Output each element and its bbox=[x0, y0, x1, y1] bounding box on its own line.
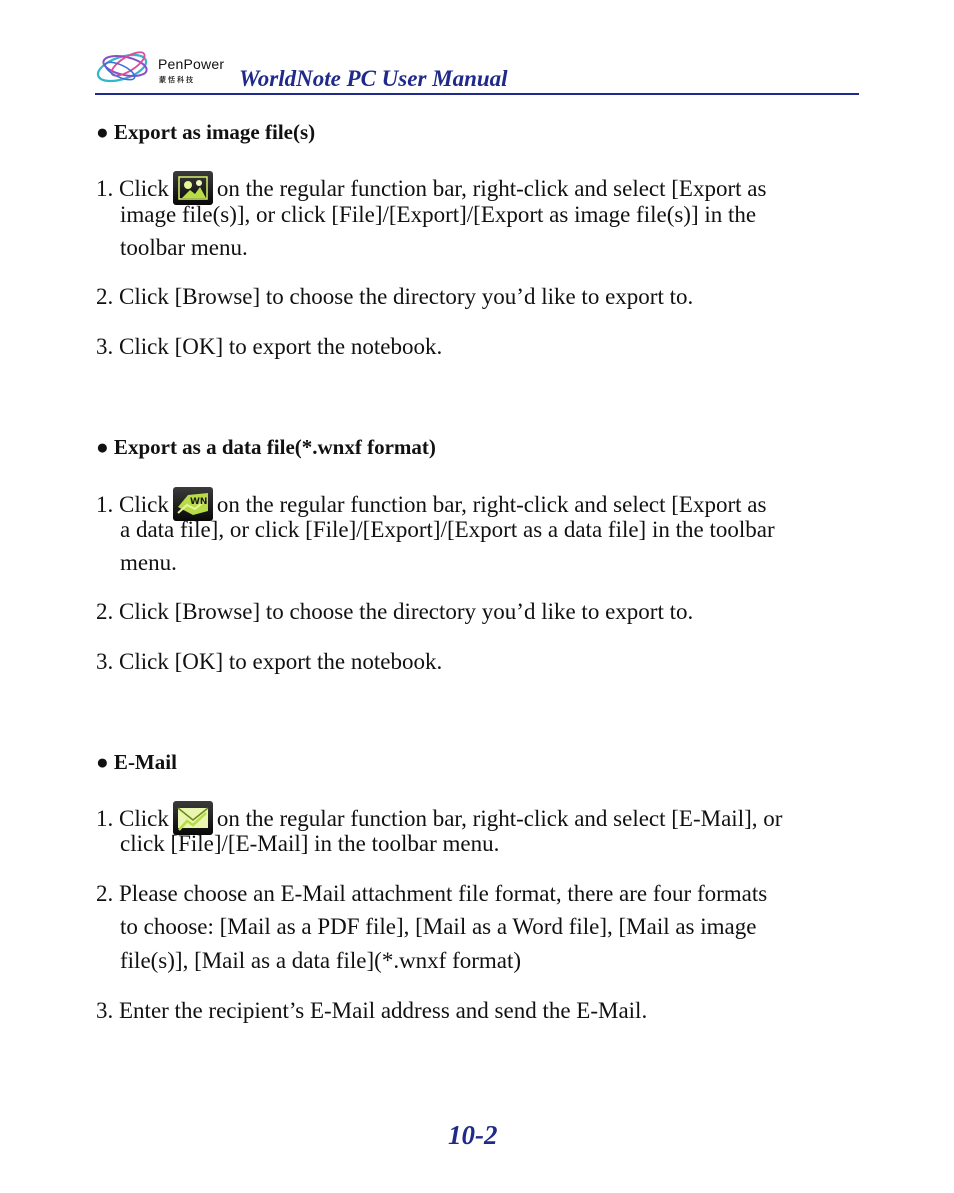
section-title-export-image: ● Export as image file(s) bbox=[96, 120, 316, 144]
step-1-line-1 bbox=[96, 487, 766, 521]
step-text: on the regular function bar, right-click and select [Export as bbox=[216, 176, 767, 201]
brand-name: PenPower bbox=[158, 56, 225, 72]
step-text: 1. Click bbox=[96, 806, 169, 831]
export-data-icon bbox=[173, 487, 213, 521]
svg-text:WN: WN bbox=[189, 497, 208, 507]
page-header bbox=[95, 38, 859, 96]
step-1-line-3: menu. bbox=[120, 550, 177, 575]
step-1-line-2: click [File]/[E-Mail] in the toolbar menu. bbox=[120, 831, 500, 856]
brand-chinese: 蒙恬科技 bbox=[159, 76, 195, 84]
step-1-line-3: toolbar menu. bbox=[120, 235, 248, 260]
export-image-icon bbox=[173, 171, 213, 205]
step-1-line-2: a data file], or click [File]/[Export]/[Export as a data file] in the toolbar bbox=[120, 517, 775, 542]
step-1-line-1 bbox=[96, 171, 766, 205]
step-3: 3. Click [OK] to export the notebook. bbox=[96, 334, 443, 359]
section-title-email: ● E-Mail bbox=[96, 750, 177, 774]
email-icon bbox=[173, 801, 213, 835]
section-title-export-data: ● Export as a data file(*.wnxf format) bbox=[96, 435, 436, 459]
penpower-logo bbox=[95, 44, 157, 88]
step-text: 1. Click bbox=[96, 492, 169, 517]
step-text: on the regular function bar, right-click and select [Export as bbox=[216, 492, 767, 517]
step-1-line-1 bbox=[96, 801, 782, 835]
step-2: 2. Click [Browse] to choose the directory you’d like to export to. bbox=[96, 284, 694, 309]
step-3: 3. Click [OK] to export the notebook. bbox=[96, 649, 443, 674]
step-text: on the regular function bar, right-click and select [E-Mail], or bbox=[216, 806, 783, 831]
header-rule bbox=[95, 93, 859, 95]
step-3: 3. Enter the recipient’s E-Mail address and send the E-Mail. bbox=[96, 998, 648, 1023]
step-2-line-1: 2. Please choose an E-Mail attachment file format, there are four formats bbox=[96, 881, 768, 906]
step-1-line-2: image file(s)], or click [File]/[Export]/[Export as image file(s)] in the bbox=[120, 202, 757, 227]
step-2: 2. Click [Browse] to choose the directory you’d like to export to. bbox=[96, 599, 694, 624]
manual-title: WorldNote PC User Manual bbox=[239, 66, 508, 91]
step-text: 1. Click bbox=[96, 176, 169, 201]
step-2-line-3: file(s)], [Mail as a data file](*.wnxf format) bbox=[120, 948, 522, 973]
step-2-line-2: to choose: [Mail as a PDF file], [Mail as a Word file], [Mail as image bbox=[120, 914, 757, 939]
page-number: 10-2 bbox=[448, 1120, 498, 1150]
